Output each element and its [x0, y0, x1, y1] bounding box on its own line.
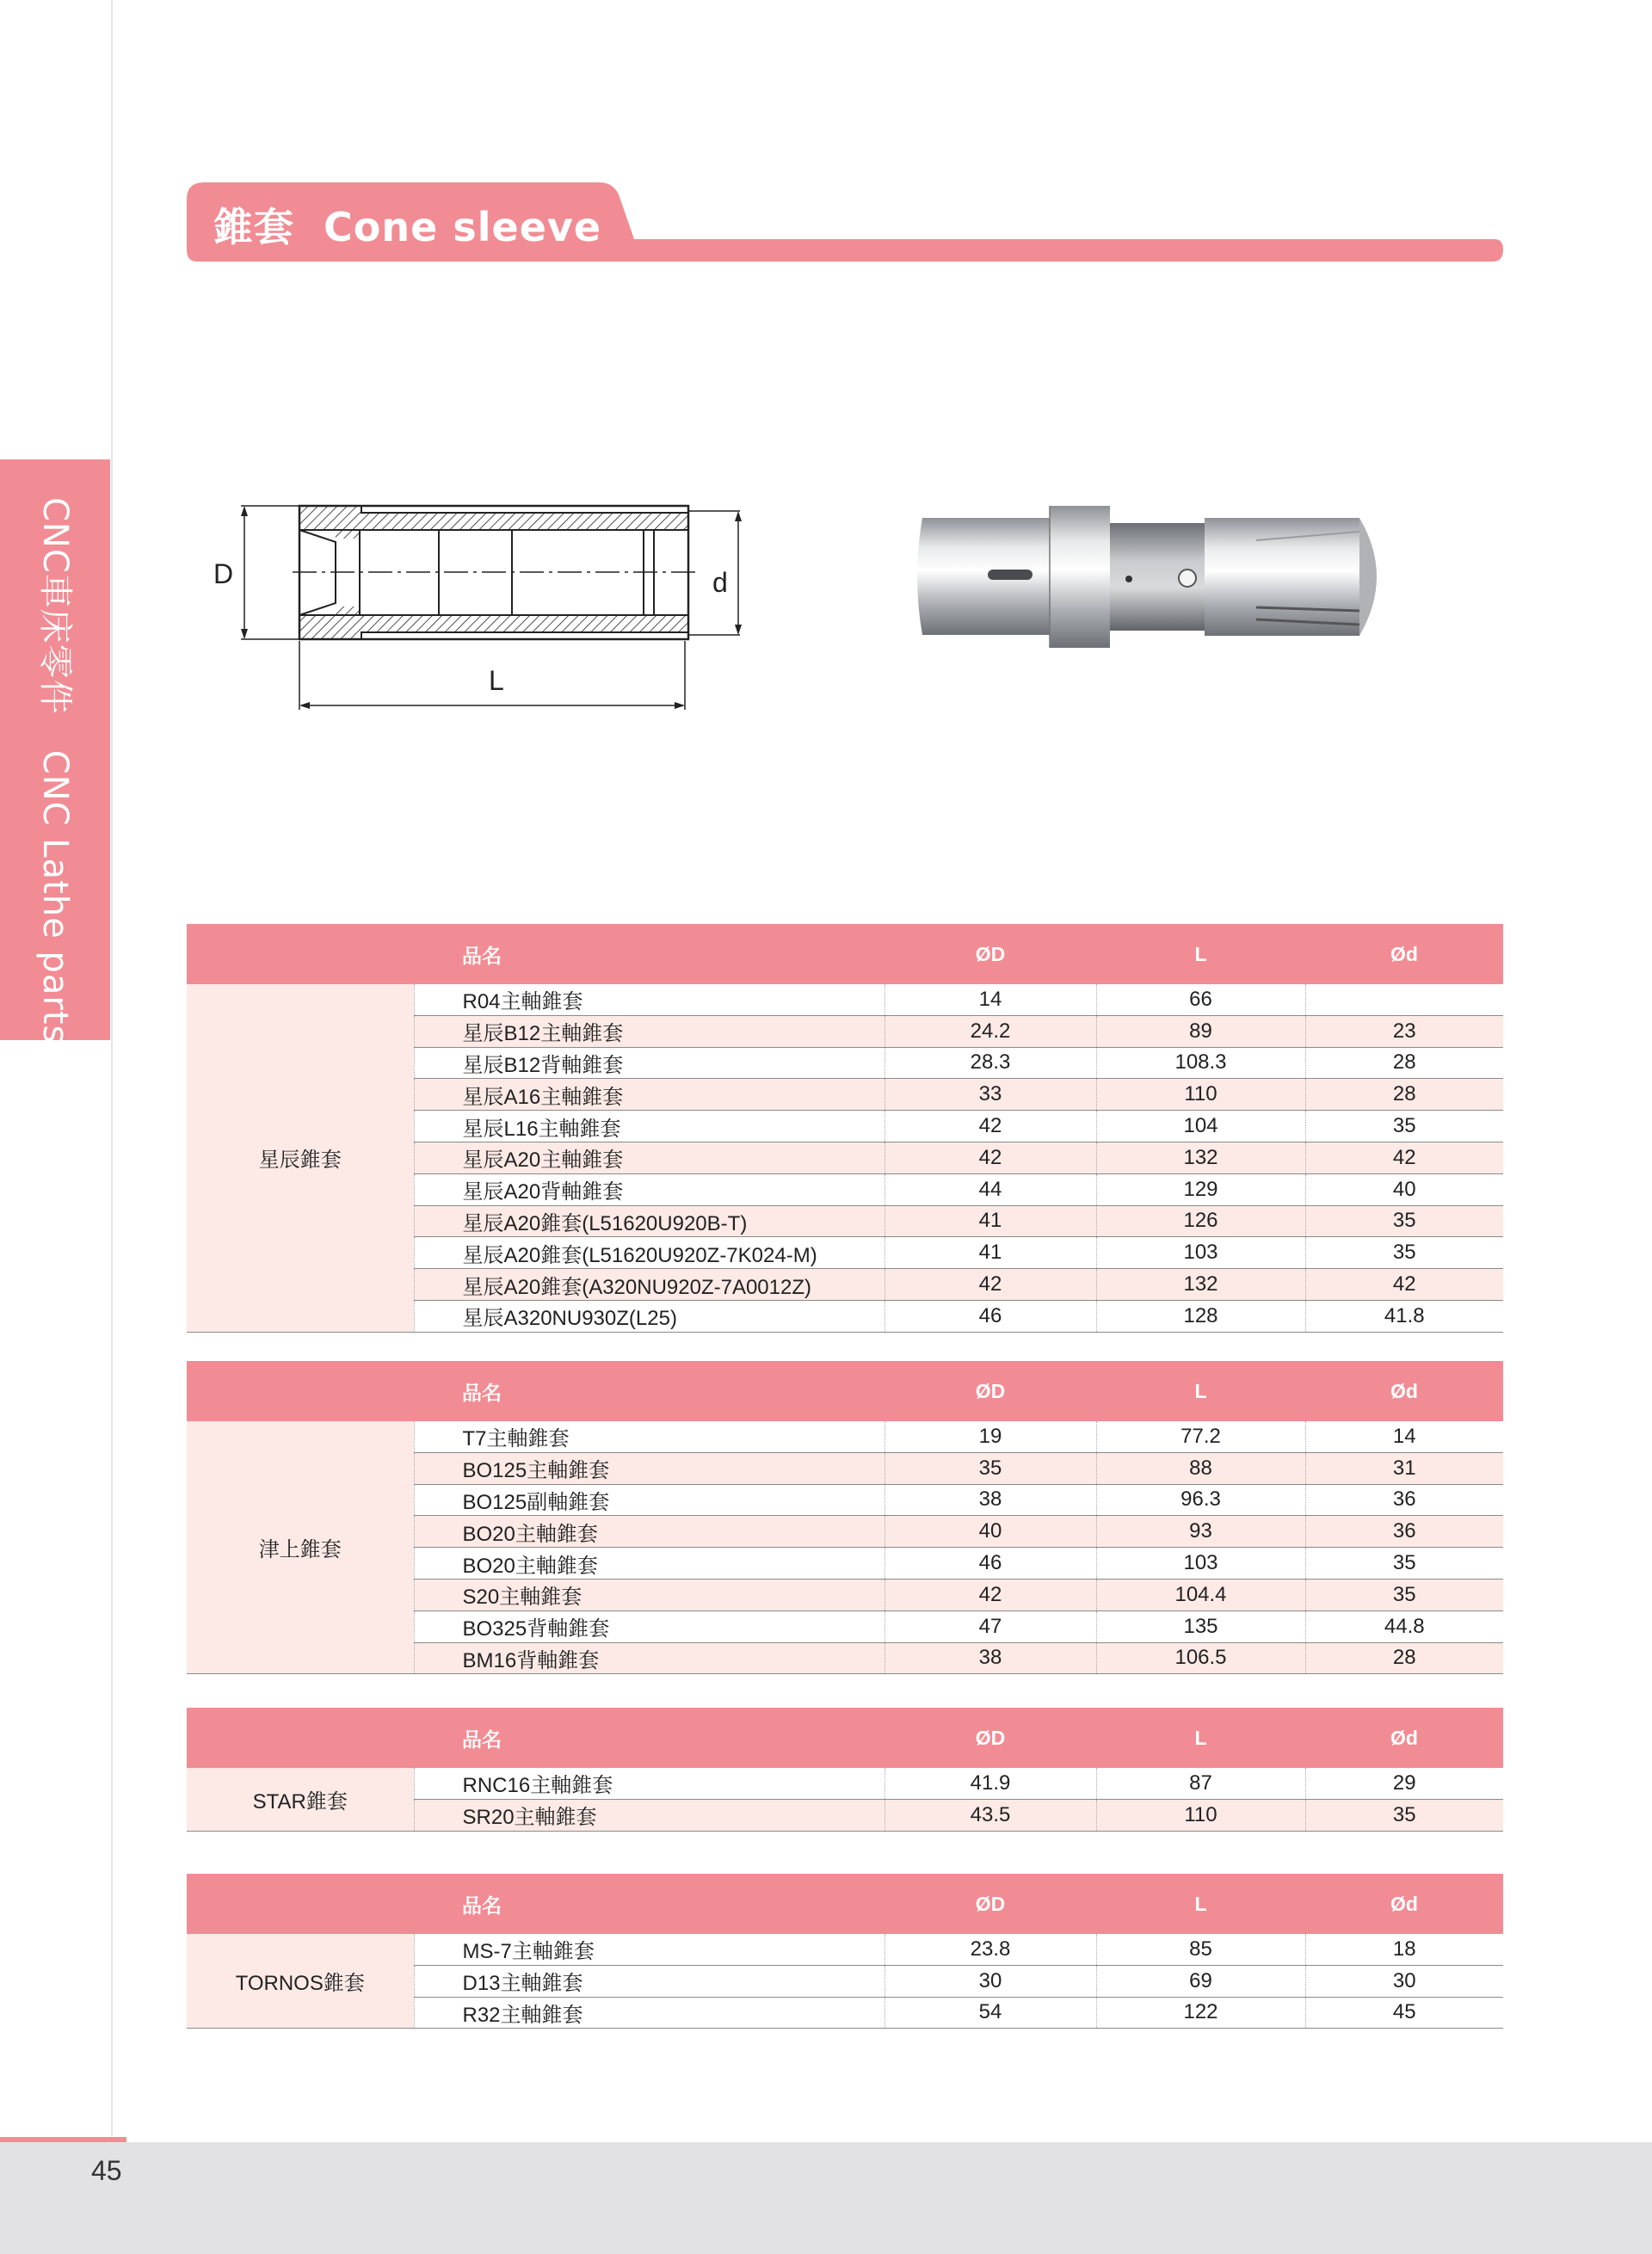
row-D: 42 — [885, 1269, 1096, 1301]
row-name: BO125副軸錐套 — [414, 1484, 885, 1516]
header-outer-diameter: ØD — [885, 1874, 1096, 1934]
cone-sleeve-photo — [912, 506, 1402, 648]
row-name: MS-7主軸錐套 — [414, 1934, 885, 1965]
page-number: 45 — [91, 2155, 122, 2186]
table-row — [187, 1421, 1503, 1452]
row-D: 47 — [885, 1610, 1096, 1642]
row-D: 44 — [885, 1173, 1096, 1205]
row-d: 36 — [1305, 1516, 1503, 1548]
header-name: 品名 — [414, 1361, 885, 1421]
row-L: 87 — [1096, 1768, 1305, 1799]
row-d: 14 — [1305, 1421, 1503, 1452]
row-name: SR20主軸錐套 — [414, 1799, 885, 1831]
row-d: 36 — [1305, 1484, 1503, 1516]
row-d: 45 — [1305, 1997, 1503, 2029]
row-L: 122 — [1096, 1997, 1305, 2029]
row-L: 135 — [1096, 1610, 1305, 1642]
row-D: 30 — [885, 1965, 1096, 1997]
row-name: BM16背軸錐套 — [414, 1642, 885, 1674]
row-d: 35 — [1305, 1237, 1503, 1269]
table-header-row — [187, 1708, 1503, 1768]
header-inner-diameter: Ød — [1305, 1361, 1503, 1421]
row-d: 28 — [1305, 1079, 1503, 1111]
header-category — [187, 924, 414, 984]
row-d: 41.8 — [1305, 1300, 1503, 1332]
row-D: 41 — [885, 1237, 1096, 1269]
row-D: 19 — [885, 1421, 1096, 1452]
row-D: 46 — [885, 1300, 1096, 1332]
category-cell: 星辰錐套 — [187, 984, 414, 1332]
row-D: 42 — [885, 1579, 1096, 1610]
header-length: L — [1096, 924, 1305, 984]
row-L: 77.2 — [1096, 1421, 1305, 1452]
row-D: 28.3 — [885, 1047, 1096, 1079]
table-row — [187, 1934, 1503, 1965]
spec-table-xingchen — [187, 924, 1503, 1333]
row-D: 46 — [885, 1548, 1096, 1580]
row-D: 42 — [885, 1111, 1096, 1142]
row-L: 104 — [1096, 1111, 1305, 1142]
table-header-row — [187, 1361, 1503, 1421]
row-L: 104.4 — [1096, 1579, 1305, 1610]
row-D: 40 — [885, 1516, 1096, 1548]
row-d: 40 — [1305, 1173, 1503, 1205]
row-d: 35 — [1305, 1579, 1503, 1610]
diagram-label-D: D — [213, 558, 234, 589]
table-row — [187, 984, 1503, 1015]
row-name: R04主軸錐套 — [414, 984, 885, 1015]
diagram-label-L: L — [489, 665, 504, 696]
row-name: 星辰A20背軸錐套 — [414, 1173, 885, 1205]
header-inner-diameter: Ød — [1305, 1874, 1503, 1934]
row-d: 42 — [1305, 1142, 1503, 1173]
header-outer-diameter: ØD — [885, 1708, 1096, 1768]
row-D: 14 — [885, 984, 1096, 1015]
row-d: 23 — [1305, 1015, 1503, 1047]
row-name: BO325背軸錐套 — [414, 1610, 885, 1642]
spec-table-tsugami — [187, 1361, 1503, 1674]
page-title — [213, 196, 601, 253]
row-L: 69 — [1096, 1965, 1305, 1997]
row-name: R32主軸錐套 — [414, 1997, 885, 2029]
row-name: 星辰L16主軸錐套 — [414, 1111, 885, 1142]
row-L: 110 — [1096, 1079, 1305, 1111]
row-D: 38 — [885, 1642, 1096, 1674]
row-d: 31 — [1305, 1452, 1503, 1484]
row-name: 星辰A20錐套(L51620U920Z-7K024-M) — [414, 1237, 885, 1269]
row-d: 28 — [1305, 1047, 1503, 1079]
table-row — [187, 1768, 1503, 1799]
row-L: 108.3 — [1096, 1047, 1305, 1079]
row-name: D13主軸錐套 — [414, 1965, 885, 1997]
row-D: 41 — [885, 1205, 1096, 1237]
row-L: 88 — [1096, 1452, 1305, 1484]
row-name: RNC16主軸錐套 — [414, 1768, 885, 1799]
row-L: 132 — [1096, 1269, 1305, 1301]
table-header-row — [187, 924, 1503, 984]
row-name: BO20主軸錐套 — [414, 1516, 885, 1548]
row-L: 106.5 — [1096, 1642, 1305, 1674]
header-length: L — [1096, 1361, 1305, 1421]
row-D: 33 — [885, 1079, 1096, 1111]
row-name: 星辰A20主軸錐套 — [414, 1142, 885, 1173]
header-inner-diameter: Ød — [1305, 1708, 1503, 1768]
row-D: 54 — [885, 1997, 1096, 2029]
header-outer-diameter: ØD — [885, 1361, 1096, 1421]
row-L: 110 — [1096, 1799, 1305, 1831]
row-L: 129 — [1096, 1173, 1305, 1205]
row-D: 24.2 — [885, 1015, 1096, 1047]
row-d: 44.8 — [1305, 1610, 1503, 1642]
row-d: 35 — [1305, 1205, 1503, 1237]
row-L: 103 — [1096, 1548, 1305, 1580]
header-name: 品名 — [414, 924, 885, 984]
header-outer-diameter: ØD — [885, 924, 1096, 984]
header-category — [187, 1874, 414, 1934]
category-cell: 津上錐套 — [187, 1421, 414, 1674]
row-L: 128 — [1096, 1300, 1305, 1332]
row-L: 93 — [1096, 1516, 1305, 1548]
header-inner-diameter: Ød — [1305, 924, 1503, 984]
row-L: 96.3 — [1096, 1484, 1305, 1516]
row-name: 星辰A320NU930Z(L25) — [414, 1300, 885, 1332]
row-D: 41.9 — [885, 1768, 1096, 1799]
section-side-tab-label: CNC車床零件 CNC Lathe parts — [35, 497, 75, 1044]
header-category — [187, 1708, 414, 1768]
row-L: 66 — [1096, 984, 1305, 1015]
header-length: L — [1096, 1874, 1305, 1934]
row-D: 35 — [885, 1452, 1096, 1484]
spec-table-tornos — [187, 1874, 1503, 2029]
cone-sleeve-diagram — [206, 490, 757, 723]
category-cell: STAR錐套 — [187, 1768, 414, 1831]
row-d — [1305, 984, 1503, 1015]
row-name: 星辰A16主軸錐套 — [414, 1079, 885, 1111]
row-L: 132 — [1096, 1142, 1305, 1173]
header-length: L — [1096, 1708, 1305, 1768]
header-name: 品名 — [414, 1708, 885, 1768]
header-category — [187, 1361, 414, 1421]
row-name: 星辰A20錐套(A320NU920Z-7A0012Z) — [414, 1269, 885, 1301]
row-L: 126 — [1096, 1205, 1305, 1237]
row-d: 35 — [1305, 1799, 1503, 1831]
table-header-row — [187, 1874, 1503, 1934]
row-name: 星辰B12主軸錐套 — [414, 1015, 885, 1047]
row-d: 30 — [1305, 1965, 1503, 1997]
row-d: 28 — [1305, 1642, 1503, 1674]
diagram-label-d: d — [712, 567, 728, 598]
row-L: 85 — [1096, 1934, 1305, 1965]
page-title-zh: 錐套 — [213, 204, 294, 250]
row-d: 42 — [1305, 1269, 1503, 1301]
spec-table-star — [187, 1708, 1503, 1832]
row-D: 43.5 — [885, 1799, 1096, 1831]
row-D: 23.8 — [885, 1934, 1096, 1965]
row-d: 29 — [1305, 1768, 1503, 1799]
row-d: 35 — [1305, 1111, 1503, 1142]
row-name: 星辰B12背軸錐套 — [414, 1047, 885, 1079]
left-margin-rule — [111, 0, 113, 2142]
row-d: 35 — [1305, 1548, 1503, 1580]
footer-band — [0, 2142, 1652, 2254]
row-name: S20主軸錐套 — [414, 1579, 885, 1610]
row-name: T7主軸錐套 — [414, 1421, 885, 1452]
header-name: 品名 — [414, 1874, 885, 1934]
row-L: 89 — [1096, 1015, 1305, 1047]
row-d: 18 — [1305, 1934, 1503, 1965]
row-L: 103 — [1096, 1237, 1305, 1269]
category-cell: TORNOS錐套 — [187, 1934, 414, 2029]
row-name: 星辰A20錐套(L51620U920B-T) — [414, 1205, 885, 1237]
page-title-en: Cone sleeve — [324, 204, 602, 250]
row-name: BO125主軸錐套 — [414, 1452, 885, 1484]
row-D: 42 — [885, 1142, 1096, 1173]
row-name: BO20主軸錐套 — [414, 1548, 885, 1580]
row-D: 38 — [885, 1484, 1096, 1516]
